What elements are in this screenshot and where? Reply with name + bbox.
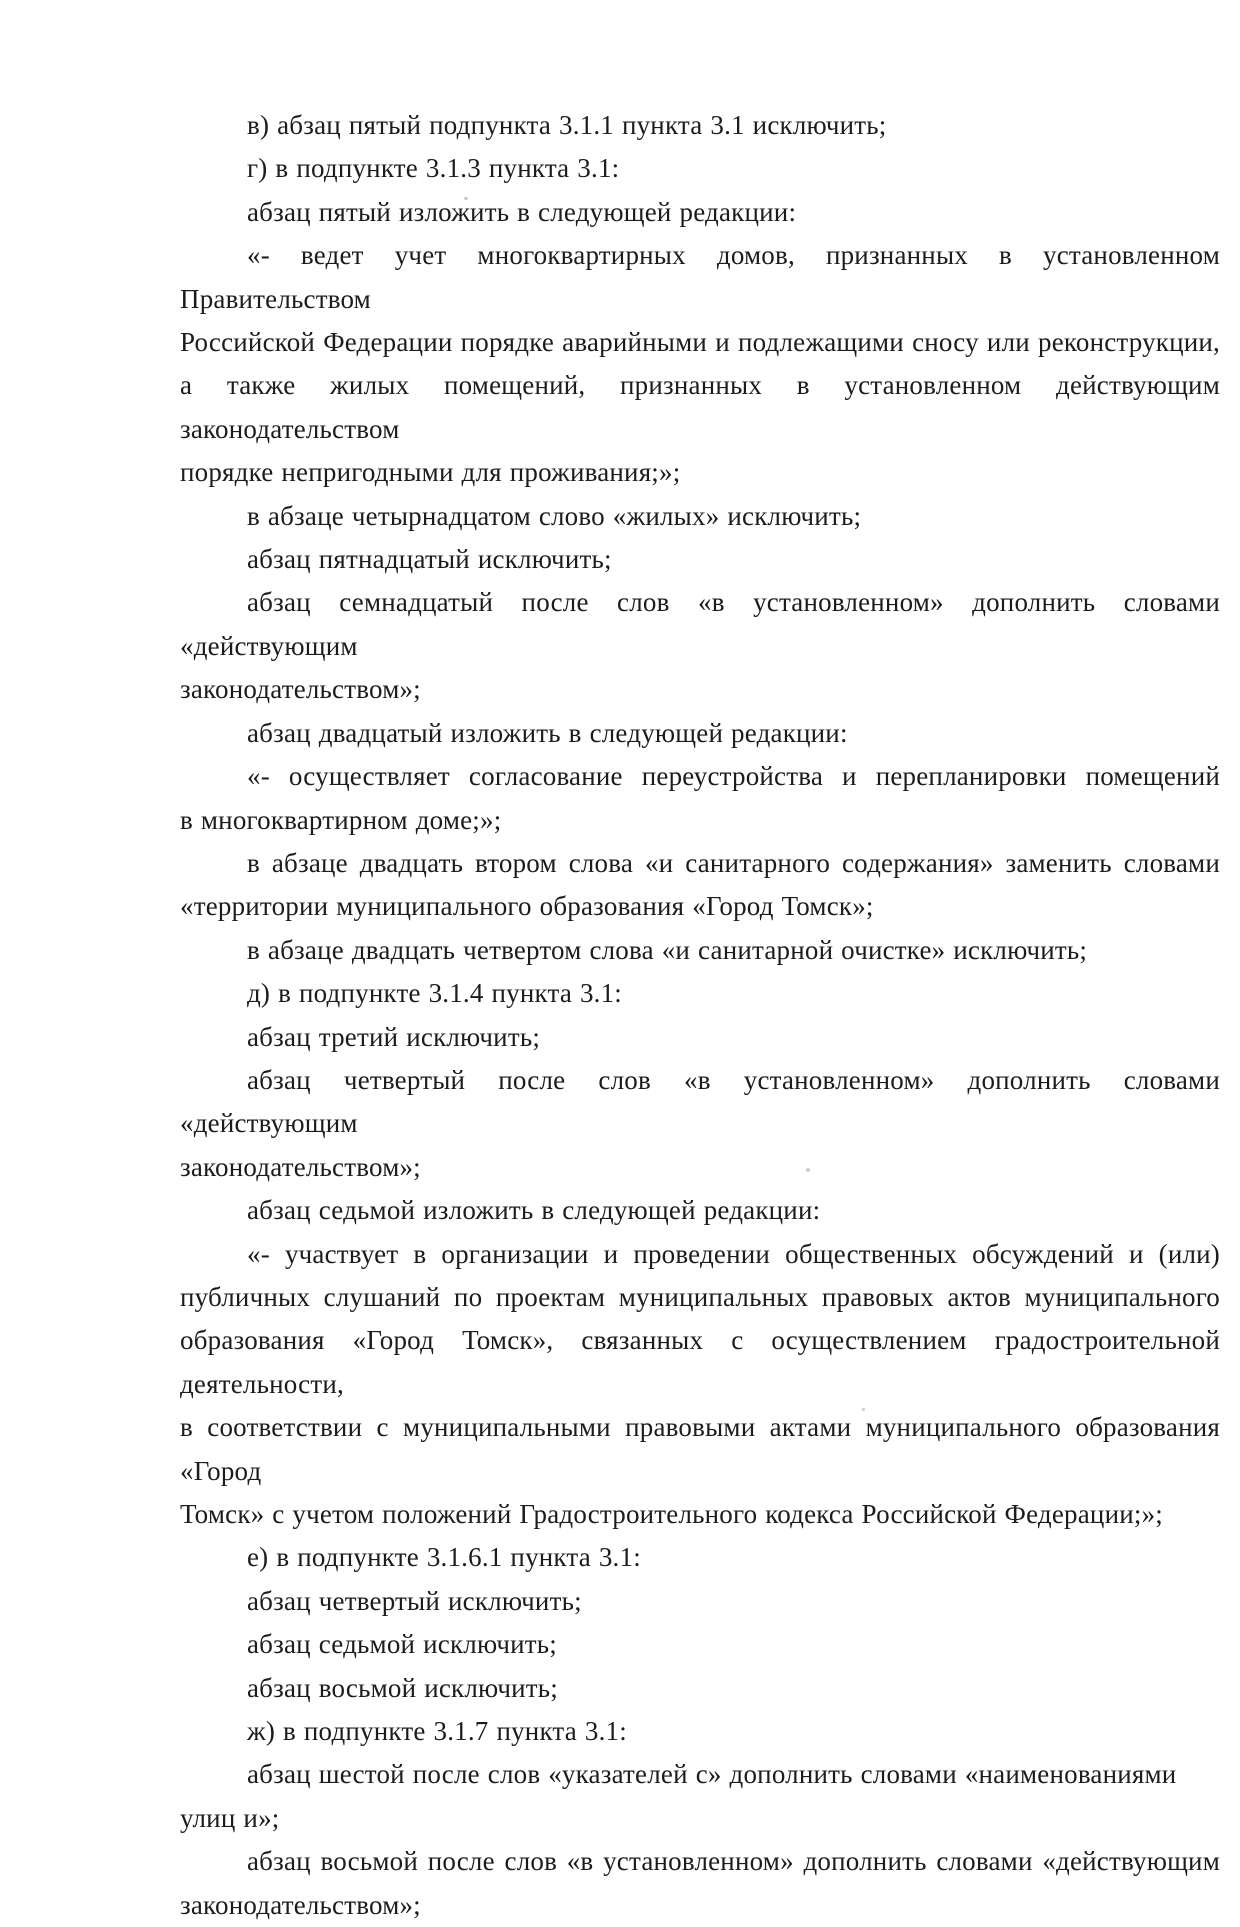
text-line: «территории муниципального образования «Город Томск»; (180, 891, 874, 922)
text-line: а также жилых помещений, признанных в установленном действующим законодательством (180, 370, 1220, 444)
text-line: абзац шестой после слов «указателей с» дополнить словами «наименованиями улиц и»; (180, 1759, 1177, 1833)
text-line: Томск» с учетом положений Градостроительного кодекса Российской Федерации;»; (180, 1499, 1163, 1529)
text-line: в абзаце двадцать втором слова «и санитарного содержания» заменить словами (247, 847, 1220, 878)
text-line: Российской Федерации порядке аварийными и подлежащими сносу или реконструкции, (180, 327, 1220, 358)
text-line: «- ведет учет многоквартирных домов, признанных в установленном Правительством (180, 240, 1220, 314)
text-line: абзац семнадцатый после слов «в установленном» дополнить словами «действующим (180, 587, 1220, 661)
text-line: в многоквартирном доме;»; (180, 804, 502, 835)
document-text (180, 104, 1220, 1927)
text-line: абзац седьмой изложить в следующей редакции: (247, 1195, 821, 1226)
text-line: абзац четвертый после слов «в установленном» дополнить словами «действующим (180, 1064, 1220, 1139)
text-line: е) в подпункте 3.1.6.1 пункта 3.1: (247, 1542, 641, 1573)
text-line: абзац двадцатый изложить в следующей редакции: (247, 717, 848, 748)
text-line: г) в подпункте 3.1.3 пункта 3.1: (247, 153, 620, 184)
text-line: в соответствии с муниципальными правовыми актами муниципального образования «Город (180, 1412, 1220, 1486)
text-line: д) в подпункте 3.1.4 пункта 3.1: (247, 978, 623, 1009)
text-line: абзац пятый изложить в следующей редакции: (247, 196, 797, 227)
text-line: абзац третий исключить; (247, 1021, 541, 1052)
text-line: «- осуществляет согласование переустройства и перепланировки помещений (247, 761, 1220, 792)
text-line: в абзаце четырнадцатом слово «жилых» исключить; (247, 500, 862, 531)
text-line: абзац четвертый исключить; (247, 1585, 582, 1616)
text-line: ж) в подпункте 3.1.7 пункта 3.1: (247, 1716, 627, 1747)
text-line: абзац седьмой исключить; (247, 1629, 557, 1660)
text-line: «- участвует в организации и проведении общественных обсуждений и (или) (247, 1238, 1220, 1269)
text-line: абзац восьмой после слов «в установленном» дополнить словами «действующим (247, 1846, 1220, 1877)
text-line: законодательством»; (180, 674, 421, 705)
text-line: в) абзац пятый подпункта 3.1.1 пункта 3.1 исключить; (247, 110, 887, 140)
text-line: абзац восьмой исключить; (247, 1672, 558, 1703)
text-line: законодательством»; (180, 1151, 421, 1182)
text-line: абзац пятнадцатый исключить; (247, 544, 612, 575)
text-line: в абзаце двадцать четвертом слова «и санитарной очистке» исключить; (247, 934, 1088, 965)
text-line: законодательством»; (180, 1889, 421, 1920)
text-line: публичных слушаний по проектам муниципальных правовых актов муниципального (180, 1281, 1220, 1312)
text-line: порядке непригодными для проживания;»; (180, 457, 681, 488)
text-line: образования «Город Томск», связанных с осуществлением градостроительной деятельности, (180, 1325, 1220, 1399)
